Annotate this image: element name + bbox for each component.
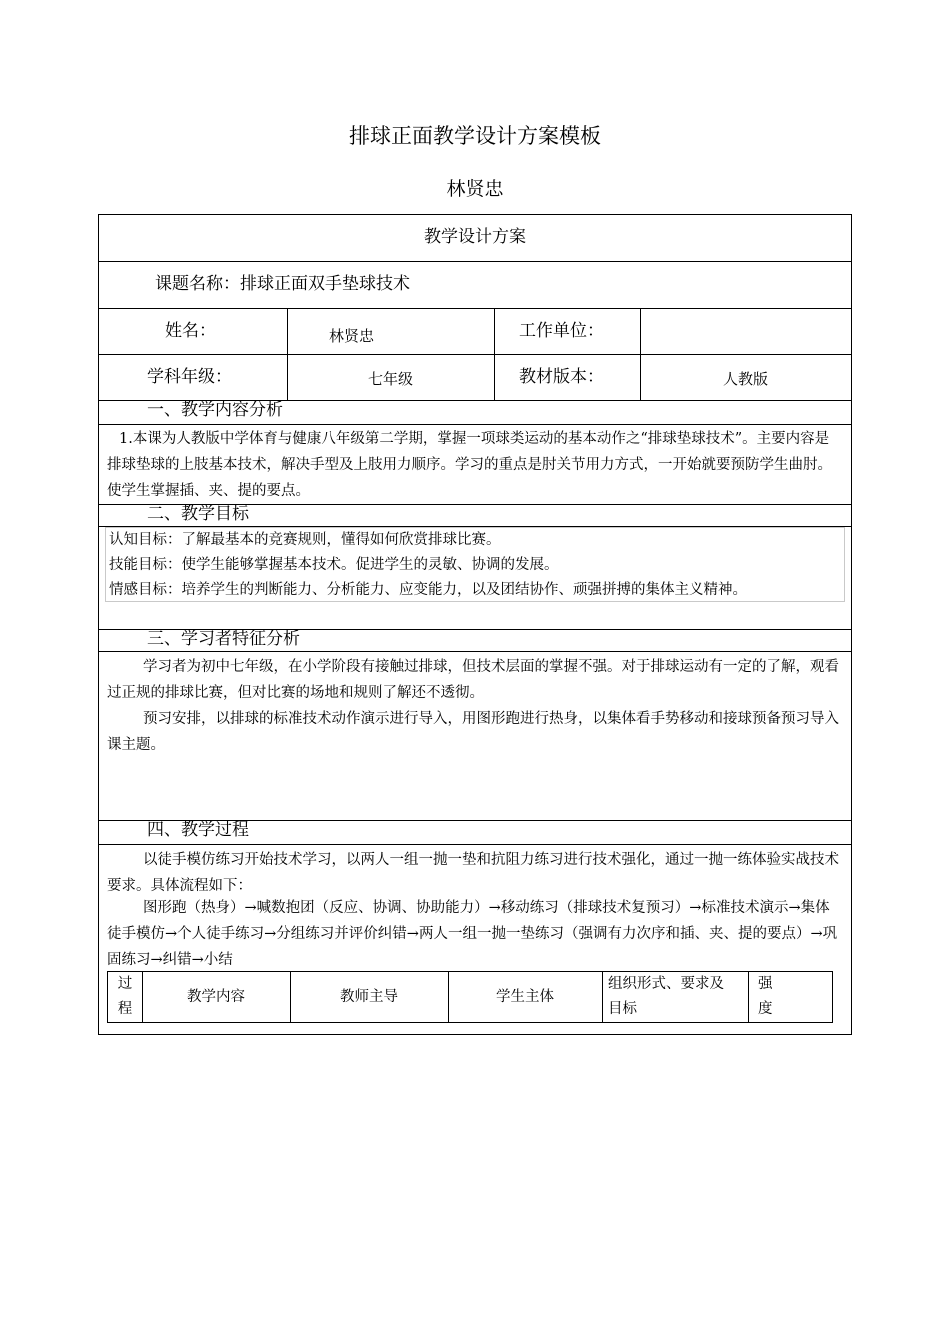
- col-divider: [494, 308, 495, 400]
- section-title-process: 四、教学过程: [147, 820, 249, 840]
- row-divider: [99, 261, 851, 262]
- goals-box: [105, 527, 845, 602]
- grade-value: 七年级: [367, 370, 413, 388]
- row-divider: [99, 844, 851, 845]
- learner-paragraph-2: 预习安排，以排球的标准技术动作演示进行导入，用图形跑进行热身，以集体看手势移动和接球预备预习导入课主题。: [107, 711, 839, 753]
- grade-label: 学科年级：: [147, 367, 232, 387]
- document-title: 排球正面教学设计方案模板: [349, 124, 601, 148]
- process-table-header-student: 学生主体: [496, 989, 554, 1005]
- learner-paragraph-1: 学习者为初中七年级，在小学阶段有接触过排球，但技术层面的掌握不强。对于排球运动有一定的了解，观看过正规的排球比赛，但对比赛的场地和规则了解还不透彻。: [107, 659, 839, 701]
- content-analysis-text: 1.本课为人教版中学体育与健康八年级第二学期，掌握一项球类运动的基本动作之“排球垫球技术”。主要内容是排球垫球的上肢基本技术，解决手型及上肢用力顺序。学习的重点是肘关节用力方式，一开始就要预防学生曲肘。使学生掌握插、夹、提的要点。: [107, 431, 832, 499]
- edition-value: 人教版: [722, 370, 768, 388]
- col-divider: [748, 972, 749, 1022]
- author-name: 林贤忠: [446, 178, 504, 200]
- process-table-header-intensity: 强度: [758, 976, 773, 1017]
- process-table-header-content: 教学内容: [187, 989, 245, 1005]
- table-header: 教学设计方案: [424, 227, 526, 247]
- process-paragraph-1: 以徒手模仿练习开始技术学习，以两人一组一抛一垫和抗阻力练习进行技术强化，通过一抛一练体验实战技术要求。具体流程如下：: [107, 852, 839, 894]
- goal-skill: 技能目标：使学生能够掌握基本技术。促进学生的灵敏、协调的发展。: [109, 557, 559, 573]
- process-table-header-stage: 过程: [117, 976, 133, 1017]
- col-divider: [602, 972, 603, 1022]
- edition-label: 教材版本：: [519, 367, 604, 387]
- process-table: [107, 971, 833, 1023]
- process-table-header-teacher: 教师主导: [340, 989, 398, 1005]
- row-divider: [99, 354, 851, 355]
- topic-label: 课题名称：排球正面双手垫球技术: [155, 274, 410, 294]
- goal-cognitive: 认知目标：了解最基本的竞赛规则，懂得如何欣赏排球比赛。: [109, 532, 501, 548]
- section-title-learner: 三、学习者特征分析: [147, 629, 300, 649]
- section-title-content: 一、教学内容分析: [147, 400, 283, 420]
- row-divider: [99, 651, 851, 652]
- goal-affective: 情感目标：培养学生的判断能力、分析能力、应变能力，以及团结协作、顽强拼搏的集体主义精神。: [109, 582, 747, 598]
- name-label: 姓名：: [165, 321, 216, 341]
- process-paragraph-2: 图形跑（热身）→喊数抱团（反应、协调、协助能力）→移动练习（排球技术复预习）→标准技术演示→集体徒手模仿→个人徒手练习→分组练习并评价纠错→两人一组一抛一垫练习（强调有力次序和插、夹、提的要点）→巩固练习→纠错→小结: [107, 900, 838, 968]
- row-divider: [99, 308, 851, 309]
- unit-label: 工作单位：: [519, 321, 604, 341]
- row-divider: [99, 424, 851, 425]
- process-table-header-organization: 组织形式、要求及目标: [608, 976, 724, 1017]
- section-title-goals: 二、教学目标: [147, 504, 249, 524]
- design-table: [98, 214, 852, 1035]
- name-value: 林贤忠: [329, 327, 375, 345]
